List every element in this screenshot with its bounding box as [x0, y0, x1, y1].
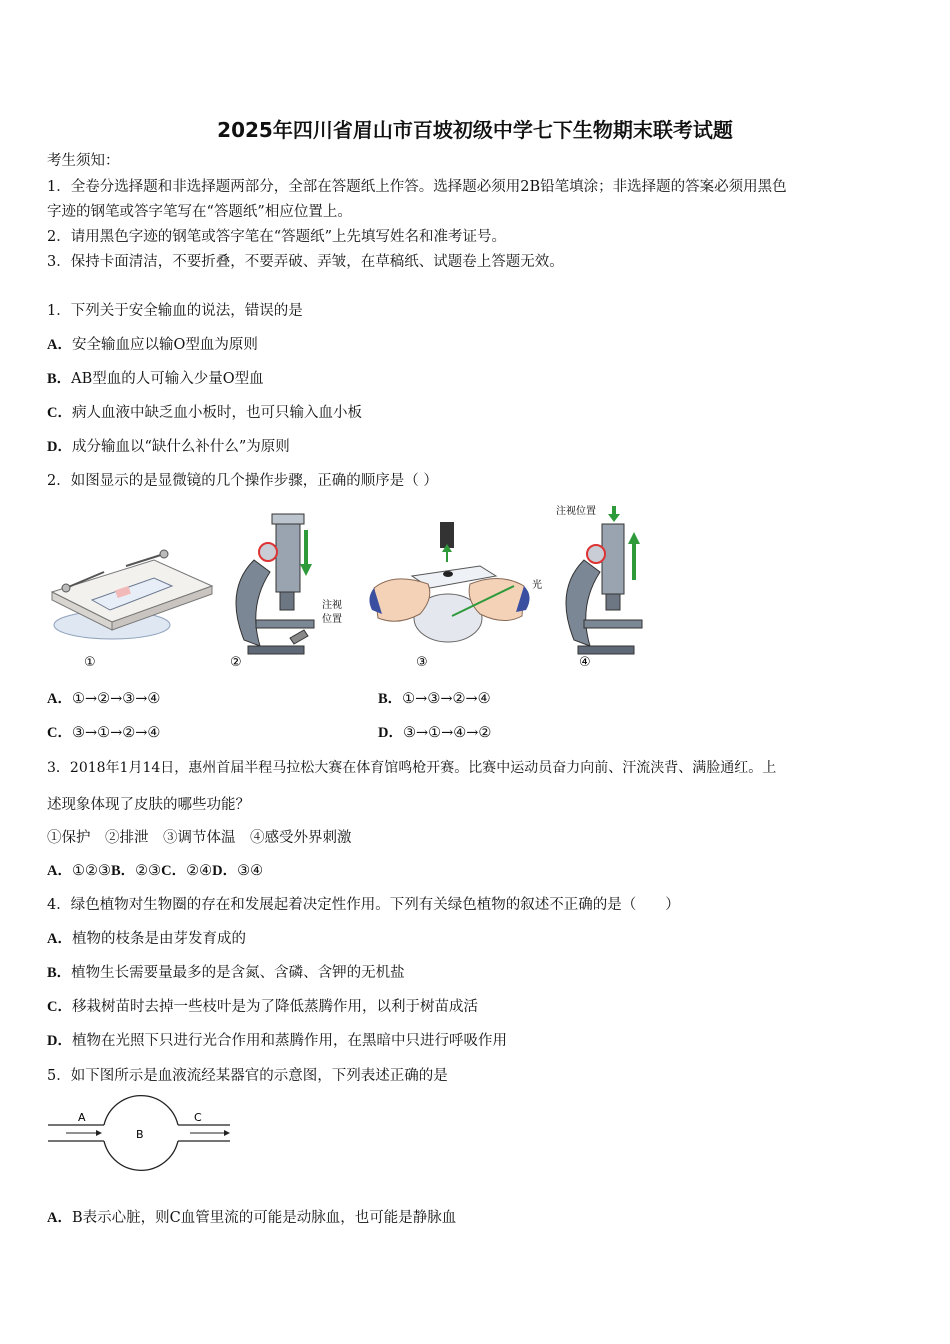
q2-option-b-label: B． — [378, 691, 403, 707]
q2-stem: 2．如图显示的是显微镜的几个操作步骤，正确的顺序是（ ） — [47, 473, 438, 489]
q2-option-c-label: C． — [47, 725, 72, 741]
q1-option-b-label: B． — [47, 371, 72, 387]
step2-watch-label-2: 位置 — [322, 614, 342, 625]
q3-stem-line-2: 述现象体现了皮肤的哪些功能？ — [47, 797, 250, 813]
q3-option-c-label: C． — [161, 863, 187, 879]
step2-number: ② — [230, 655, 242, 670]
q3-option-c-text: ②④ — [186, 863, 213, 879]
page-title: 2025年四川省眉山市百坡初级中学七下生物期末联考试题 — [217, 118, 733, 142]
notice-line-2: 2．请用黑色字迹的钢笔或答字笔在“答题纸”上先填写姓名和准考证号。 — [47, 229, 507, 245]
q3-option-a-text: ①②③ — [71, 863, 111, 879]
notice-line-3: 3．保持卡面清洁，不要折叠，不要弄破、弄皱，在草稿纸、试题卷上答题无效。 — [47, 254, 564, 270]
q2-option-a-text: ①→②→③→④ — [71, 691, 161, 707]
step3-light-label: 光 — [532, 580, 542, 591]
notice-line-1b: 字迹的钢笔或答字笔写在“答题纸”相应位置上。 — [47, 204, 352, 220]
step1-illustration — [52, 550, 212, 639]
q2-option-d-label: D． — [378, 725, 403, 741]
q4-option-a-label: A． — [47, 931, 72, 947]
q1-option-b-text: AB型血的人可输入少量O型血 — [71, 371, 264, 387]
q2-option-c-text: ③→①→②→④ — [71, 725, 161, 741]
q3-option-a-label: A． — [47, 863, 72, 879]
q2-option-a — [47, 689, 160, 709]
q1-option-a-text: 安全输血应以输O型血为原则 — [71, 337, 258, 353]
step4-number: ④ — [579, 655, 591, 670]
vessel-a-label: A — [78, 1111, 86, 1124]
q4-option-d-label: D． — [47, 1033, 72, 1049]
q2-option-b-text: ①→③→②→④ — [402, 691, 491, 707]
q1-stem: 1．下列关于安全输血的说法，错误的是 — [47, 303, 303, 319]
q4-option-a — [47, 929, 246, 949]
q4-stem: 4．绿色植物对生物圈的存在和发展起着决定性作用。下列有关绿色植物的叙述不正确的是（ ） — [47, 897, 680, 913]
step2-watch-label-1: 注视 — [322, 600, 342, 611]
q3-option-b-label: B． — [110, 863, 136, 879]
microscope-steps-figure — [44, 500, 654, 675]
q5-option-a-label: A． — [47, 1210, 72, 1226]
q4-option-d-text: 植物在光照下只进行光合作用和蒸腾作用，在黑暗中只进行呼吸作用 — [71, 1033, 507, 1049]
step2-illustration — [236, 514, 342, 654]
q4-option-b — [47, 963, 405, 983]
notice-line-1a: 1．全卷分选择题和非选择题两部分，全部在答题纸上作答。选择题必须用2B铅笔填涂；非选择题的答案必须用黑色 — [47, 179, 787, 195]
q3-option-d-label: D． — [212, 863, 238, 879]
q1-option-a — [47, 335, 258, 355]
q1-option-c — [47, 403, 362, 423]
q1-option-c-label: C． — [47, 405, 72, 421]
q3-items: ①保护 ②排泄 ③调节体温 ④感受外界刺激 — [47, 830, 352, 846]
q1-option-d-label: D． — [47, 439, 72, 455]
q2-option-d — [378, 723, 491, 743]
step3-number: ③ — [416, 655, 428, 670]
q2-option-c — [47, 723, 160, 743]
q1-option-d-text: 成分输血以“缺什么补什么”为原则 — [71, 439, 290, 455]
q1-option-b — [47, 369, 264, 389]
q3-option-b-text: ②③ — [135, 863, 162, 879]
step4-watch-label: 注视位置 — [556, 506, 596, 517]
q2-option-a-label: A． — [47, 691, 72, 707]
step4-illustration — [556, 505, 642, 654]
step3-illustration — [369, 522, 542, 642]
q3-options — [47, 861, 263, 881]
blood-flow-diagram — [44, 1094, 244, 1178]
q4-option-c-label: C． — [47, 999, 72, 1015]
q5-option-a-text: B表示心脏，则C血管里流的可能是动脉血，也可能是静脉血 — [71, 1210, 457, 1226]
q4-option-d — [47, 1031, 507, 1051]
q2-option-d-text: ③→①→④→② — [402, 725, 492, 741]
q1-option-a-label: A． — [47, 337, 72, 353]
q5-stem: 5．如下图所示是血液流经某器官的示意图，下列表述正确的是 — [47, 1068, 448, 1084]
q4-option-b-text: 植物生长需要量最多的是含氮、含磷、含钾的无机盐 — [71, 965, 405, 981]
q4-option-b-label: B． — [47, 965, 72, 981]
notice-heading: 考生须知： — [47, 153, 120, 169]
q4-option-c-text: 移栽树苗时去掉一些枝叶是为了降低蒸腾作用，以利于树苗成活 — [71, 999, 478, 1015]
q1-option-c-text: 病人血液中缺乏血小板时，也可只输入血小板 — [71, 405, 362, 421]
vessel-c-label: C — [194, 1111, 202, 1124]
q4-option-c — [47, 997, 478, 1017]
q1-option-d — [47, 437, 290, 457]
q3-option-d-text: ③④ — [237, 863, 264, 879]
q4-option-a-text: 植物的枝条是由芽发育成的 — [71, 931, 246, 947]
q2-option-b — [378, 689, 491, 709]
step1-number: ① — [84, 655, 96, 670]
q3-stem-line-1: 3．2018年1月14日，惠州首届半程马拉松大赛在体育馆鸣枪开赛。比赛中运动员奋力向前、汗流浃背、满脸通红。上 — [47, 760, 777, 776]
organ-b-label: B — [136, 1128, 144, 1141]
q5-option-a — [47, 1208, 456, 1228]
